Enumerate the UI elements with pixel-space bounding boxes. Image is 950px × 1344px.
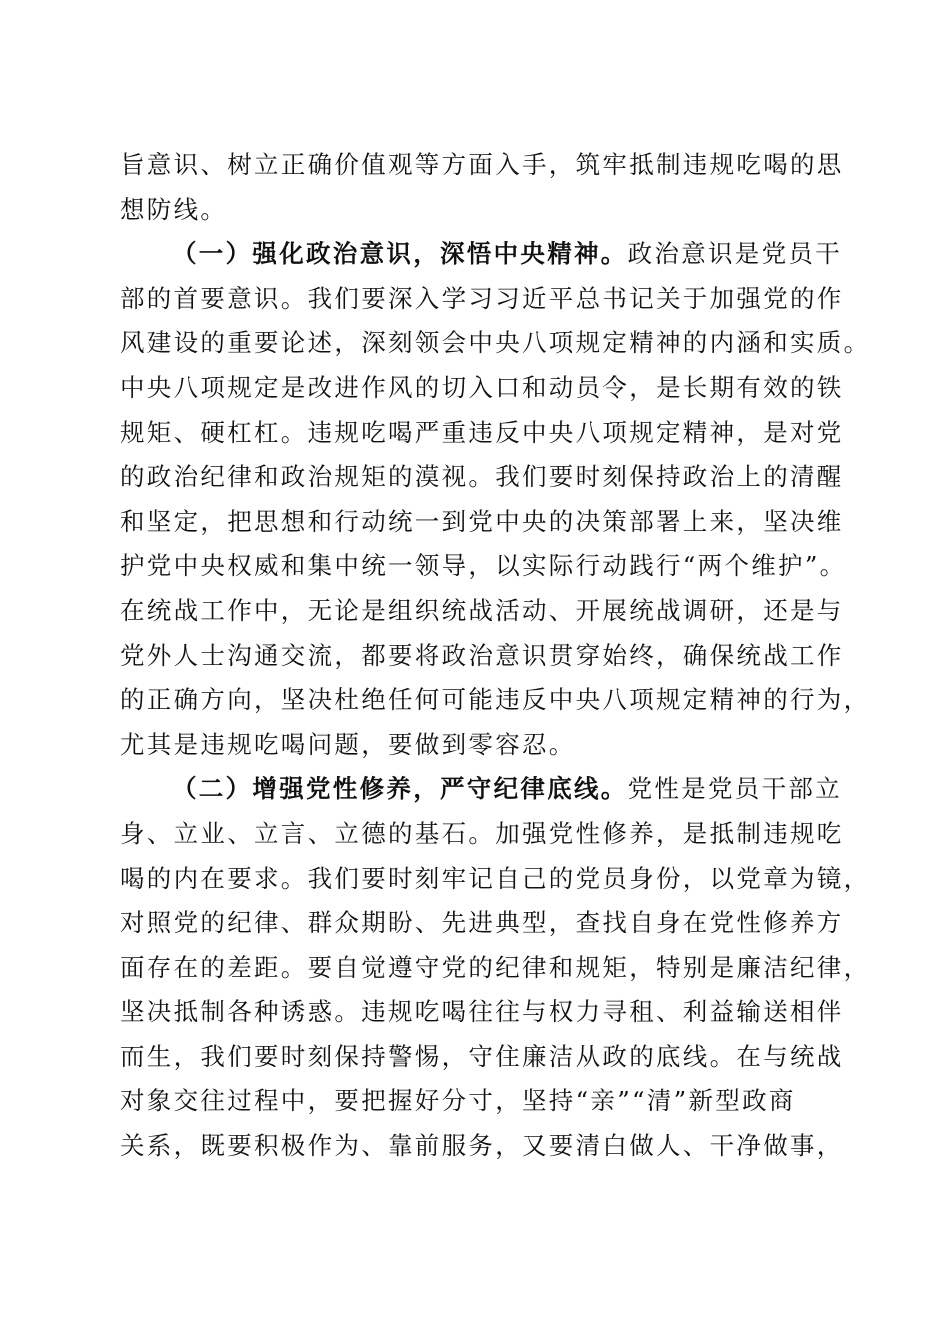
document-body — [120, 143, 871, 1169]
paragraph-line: 对照党的纪律、群众期盼、先进典型，查找自身在党性修养方 — [120, 908, 844, 938]
paragraph-line: 坚决抵制各种诱惑。违规吃喝往往与权力寻租、利益输送相伴 — [120, 997, 844, 1027]
paragraph-line: 和坚定，把思想和行动统一到党中央的决策部署上来，坚决维 — [120, 506, 844, 536]
paragraph-line: 尤其是违规吃喝问题，要做到零容忍。 — [120, 729, 576, 759]
paragraph-line: 党外人士沟通交流，都要将政治意识贯穿始终，确保统战工作 — [120, 640, 844, 670]
paragraph-first-line — [120, 232, 843, 277]
paragraph-line: 中央八项规定是改进作风的切入口和动员令，是长期有效的铁 — [120, 372, 844, 402]
paragraph-line: 的正确方向，坚决杜绝任何可能违反中央八项规定精神的行为， — [120, 685, 871, 715]
section-heading-2: （二）增强党性修养，严守纪律底线。 — [172, 774, 628, 804]
section-heading-1: （一）强化政治意识，深悟中央精神。 — [172, 239, 628, 269]
paragraph-line: 喝的内在要求。我们要时刻牢记自己的党员身份，以党章为镜， — [120, 863, 871, 893]
paragraph-line: 关系，既要积极作为、靠前服务，又要清白做人、干净做事， — [120, 1131, 844, 1161]
paragraph-line: 护党中央权威和集中统一领导，以实际行动践行“两个维护”。 — [120, 551, 847, 581]
paragraph-line: 在统战工作中，无论是组织统战活动、开展统战调研，还是与 — [120, 595, 844, 625]
paragraph-line: 风建设的重要论述，深刻领会中央八项规定精神的内涵和实质。 — [120, 328, 871, 358]
paragraph-line: 对象交往过程中，要把握好分寸，坚持“亲”“清”新型政商 — [120, 1086, 796, 1116]
paragraph-first-line — [120, 767, 843, 812]
paragraph-line: 而生，我们要时刻保持警惕，守住廉洁从政的底线。在与统战 — [120, 1041, 844, 1071]
paragraph-line: 的政治纪律和政治规矩的漠视。我们要时刻保持政治上的清醒 — [120, 462, 844, 492]
paragraph-line: 想防线。 — [120, 194, 228, 224]
paragraph-line: 旨意识、树立正确价值观等方面入手，筑牢抵制违规吃喝的思 — [120, 150, 844, 179]
paragraph-line: 面存在的差距。要自觉遵守党的纪律和规矩，特别是廉洁纪律， — [120, 952, 871, 982]
paragraph-text: 政治意识是党员干 — [627, 239, 843, 269]
paragraph-text: 党性是党员干部立 — [627, 774, 843, 804]
paragraph-line: 部的首要意识。我们要深入学习习近平总书记关于加强党的作 — [120, 283, 844, 313]
paragraph-line: 规矩、硬杠杠。违规吃喝严重违反中央八项规定精神，是对党 — [120, 417, 844, 447]
paragraph-line: 身、立业、立言、立德的基石。加强党性修养，是抵制违规吃 — [120, 818, 844, 848]
